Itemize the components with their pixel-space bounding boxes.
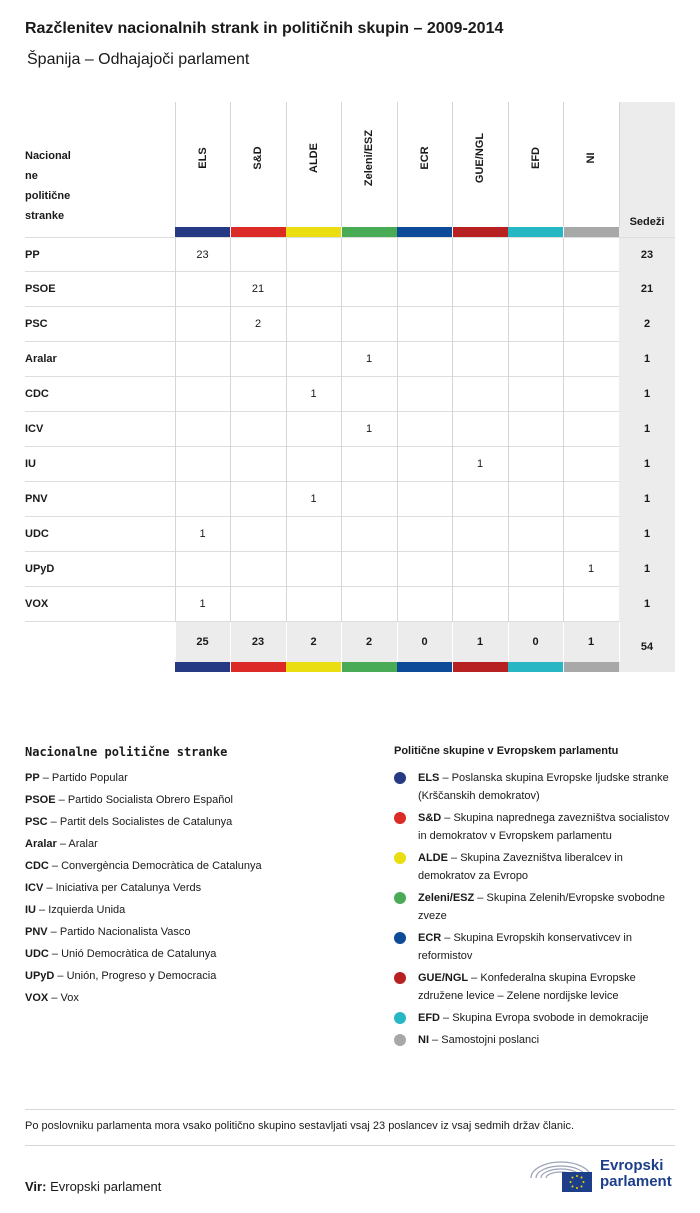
divider: [25, 1145, 675, 1146]
group-color-bar: [397, 227, 452, 237]
group-full-name: Skupina Evropskih konservativcev in reformistov: [418, 932, 632, 962]
table-row: [25, 587, 675, 622]
column-divider: [508, 552, 509, 587]
table-row: [25, 307, 675, 342]
table-row: [25, 377, 675, 412]
column-divider: [341, 587, 342, 622]
party-legend-item: IU – Izquierda Unida: [25, 904, 126, 916]
column-divider: [563, 342, 564, 377]
column-divider: [397, 482, 398, 517]
party-name: VOX: [25, 598, 49, 610]
column-divider: [230, 482, 231, 517]
party-legend-item: PP – Partido Popular: [25, 772, 128, 784]
column-divider: [508, 587, 509, 622]
row-total-seats: 1: [619, 482, 675, 517]
column-divider: [563, 377, 564, 412]
column-divider: [508, 307, 509, 342]
seat-count-cell: 1: [365, 353, 373, 365]
column-divider: [563, 102, 564, 227]
group-color-dot-icon: [394, 852, 406, 864]
table-body: [25, 237, 675, 622]
group-color-dot-icon: [394, 972, 406, 984]
table-row: [25, 552, 675, 587]
column-divider: [230, 622, 231, 662]
party-full-name: Iniciativa per Catalunya Verds: [55, 882, 202, 894]
group-color-dot-icon: [394, 772, 406, 784]
group-color-bar: [564, 662, 619, 672]
party-name: UPyD: [25, 563, 55, 575]
seats-table: [25, 102, 675, 672]
source-label: Vir:: [25, 1179, 47, 1194]
column-divider: [508, 447, 509, 482]
column-divider: [563, 517, 564, 552]
row-total-seats: 1: [619, 517, 675, 552]
party-legend-item: CDC – Convergència Democràtica de Catalunya: [25, 860, 262, 872]
column-divider: [397, 238, 398, 273]
column-divider: [508, 482, 509, 517]
column-divider: [230, 342, 231, 377]
row-header-line: ne: [25, 170, 38, 182]
row-total-seats: 2: [619, 307, 675, 342]
column-divider: [452, 552, 453, 587]
column-divider: [341, 622, 342, 662]
party-name: UDC: [25, 528, 49, 540]
column-divider: [286, 517, 287, 552]
party-full-name: Convergència Democràtica de Catalunya: [61, 860, 262, 872]
group-legend: [394, 745, 679, 1053]
group-color-bar: [453, 227, 508, 237]
column-divider: [175, 102, 176, 227]
group-full-name: Samostojni poslanci: [441, 1034, 540, 1046]
column-divider: [286, 447, 287, 482]
seat-count-cell: 1: [310, 493, 317, 505]
seat-count-cell: 2: [254, 318, 262, 330]
group-color-bar: [342, 662, 397, 672]
column-divider: [563, 447, 564, 482]
column-divider: [452, 238, 453, 273]
group-color-dot-icon: [394, 1034, 406, 1046]
seats-header-label: Sedeži: [629, 216, 665, 228]
party-abbr: IU: [25, 904, 36, 916]
group-color-bar: [231, 662, 286, 672]
column-divider: [563, 482, 564, 517]
party-abbr: ICV: [25, 882, 44, 894]
column-divider: [508, 342, 509, 377]
group-color-bar: [231, 227, 286, 237]
column-divider: [397, 447, 398, 482]
logo-line-2: parlament: [600, 1173, 672, 1190]
column-divider: [230, 412, 231, 447]
seat-count-cell: 21: [251, 283, 265, 295]
column-divider: [286, 102, 287, 227]
column-divider: [230, 447, 231, 482]
group-total: 2: [310, 636, 317, 648]
group-total: 1: [476, 636, 484, 648]
column-divider: [341, 238, 342, 273]
group-name: Zeleni/ESZ: [363, 129, 375, 187]
totals-row: [25, 622, 675, 672]
group-total: 25: [196, 636, 209, 648]
column-divider: [563, 587, 564, 622]
column-divider: [175, 622, 176, 662]
column-divider: [508, 517, 509, 552]
group-name: ALDE: [307, 143, 320, 173]
column-divider: [175, 447, 176, 482]
group-total: 1: [587, 636, 595, 648]
party-full-name: Vox: [60, 992, 79, 1004]
row-total-seats: 1: [619, 342, 675, 377]
column-divider: [286, 552, 287, 587]
party-legend-item: VOX – Vox: [25, 992, 79, 1004]
column-divider: [341, 102, 342, 227]
party-name: CDC: [25, 388, 49, 400]
group-legend-title: Politične skupine v Evropskem parlamentu: [394, 745, 619, 757]
party-name: ICV: [25, 423, 44, 435]
group-abbr: EFD: [418, 1012, 440, 1024]
party-legend-title: Nacionalne politične stranke: [25, 745, 228, 759]
table-row: [25, 447, 675, 482]
table-row: [25, 237, 675, 272]
column-divider: [563, 622, 564, 662]
column-divider: [230, 552, 231, 587]
group-color-bar: [342, 227, 397, 237]
column-divider: [397, 412, 398, 447]
row-header-label: [25, 146, 145, 226]
group-color-bar: [175, 227, 230, 237]
logo-text: [600, 1158, 672, 1190]
column-divider: [175, 482, 176, 517]
column-divider: [452, 447, 453, 482]
column-divider: [286, 482, 287, 517]
party-full-name: Unión, Progreso y Democracia: [66, 970, 217, 982]
group-column-header: [342, 102, 397, 227]
ep-logo: [528, 1154, 678, 1196]
party-full-name: Partido Popular: [51, 772, 128, 784]
column-divider: [508, 272, 509, 307]
seat-count-cell: 1: [199, 598, 206, 610]
group-abbr: ALDE: [418, 852, 448, 864]
table-header: [25, 102, 675, 237]
row-header-line: stranke: [25, 210, 65, 222]
seat-count-cell: 1: [476, 458, 484, 470]
table-row: [25, 482, 675, 517]
total-seats: 54: [619, 622, 675, 672]
group-column-header: [397, 102, 452, 227]
column-divider: [563, 272, 564, 307]
table-row: [25, 272, 675, 307]
group-column-header: [286, 102, 341, 227]
party-name: PSC: [25, 318, 48, 330]
column-divider: [508, 102, 509, 227]
party-abbr: PSC: [25, 816, 48, 828]
seat-count-cell: 1: [310, 388, 317, 400]
group-legend-item: NI – Samostojni poslanci: [394, 1031, 679, 1049]
row-total-seats: 21: [619, 272, 675, 307]
column-divider: [286, 238, 287, 273]
group-abbr: S&D: [418, 812, 442, 824]
group-total: 0: [421, 636, 428, 648]
column-divider: [452, 412, 453, 447]
column-divider: [619, 622, 620, 662]
column-divider: [230, 377, 231, 412]
group-legend-item: ALDE – Skupina Zavezništva liberalcev in demokratov za Evropo: [394, 849, 679, 885]
party-legend: [25, 745, 365, 1009]
seats-header: [619, 102, 675, 237]
page-title: Razčlenitev nacionalnih strank in političnih skupin – 2009-2014: [25, 20, 504, 37]
seat-count-cell: 23: [196, 249, 209, 261]
column-divider: [286, 272, 287, 307]
party-legend-list: [25, 767, 365, 1009]
column-divider: [230, 307, 231, 342]
column-divider: [452, 307, 453, 342]
column-divider: [397, 272, 398, 307]
group-column-header: [508, 102, 563, 227]
group-name: ELS: [196, 147, 209, 169]
seat-count-cell: 1: [199, 528, 206, 540]
column-divider: [397, 307, 398, 342]
group-color-bar: [175, 662, 230, 672]
group-full-name: Skupina Zavezništva liberalcev in demokratov za Evropo: [418, 852, 623, 882]
divider: [25, 1109, 675, 1110]
row-header-line: Nacional: [25, 150, 71, 162]
seat-count-cell: 1: [587, 563, 595, 575]
parliament-hemicycle-icon: [528, 1154, 594, 1196]
group-legend-item: EFD – Skupina Evropa svobode in demokracije: [394, 1009, 679, 1027]
party-abbr: PNV: [25, 926, 48, 938]
column-divider: [230, 517, 231, 552]
column-divider: [341, 552, 342, 587]
group-full-name: Konfederalna skupina Evropske združene levice – Zelene nordijske levice: [418, 972, 636, 1002]
group-name: EFD: [529, 147, 542, 169]
party-legend-item: PSC – Partit dels Socialistes de Catalunya: [25, 816, 233, 828]
group-column-header: [231, 102, 286, 227]
row-total-seats: 1: [619, 412, 675, 447]
column-divider: [175, 272, 176, 307]
row-header-line: politične: [25, 190, 71, 202]
column-divider: [397, 552, 398, 587]
column-divider: [341, 412, 342, 447]
group-total: 2: [365, 636, 373, 648]
column-divider: [397, 377, 398, 412]
source-value: Evropski parlament: [50, 1179, 162, 1194]
group-color-dot-icon: [394, 932, 406, 944]
page-subtitle: Španija – Odhajajoči parlament: [27, 51, 250, 68]
row-total-seats: 1: [619, 377, 675, 412]
group-abbr: Zeleni/ESZ: [418, 892, 475, 904]
group-legend-item: ECR – Skupina Evropskih konservativcev in reformistov: [394, 929, 679, 965]
group-legend-item: GUE/NGL – Konfederalna skupina Evropske združene levice – Zelene nordijske levice: [394, 969, 679, 1005]
party-name: Aralar: [25, 353, 57, 365]
column-divider: [341, 272, 342, 307]
group-full-name: Poslanska skupina Evropske ljudske stranke (Krščanskih demokratov): [418, 772, 669, 802]
column-divider: [452, 102, 453, 227]
party-abbr: PSOE: [25, 794, 56, 806]
column-divider: [508, 412, 509, 447]
column-divider: [508, 238, 509, 273]
party-legend-item: ICV – Iniciativa per Catalunya Verds: [25, 882, 202, 894]
group-legend-item: S&D – Skupina naprednega zavezništva socialistov in demokratov v Evropskem parlamentu: [394, 809, 679, 845]
group-abbr: ELS: [418, 772, 440, 784]
column-divider: [397, 102, 398, 227]
party-full-name: Aralar: [68, 838, 98, 850]
column-divider: [397, 587, 398, 622]
group-total: 23: [251, 636, 265, 648]
group-abbr: ECR: [418, 932, 442, 944]
group-color-dot-icon: [394, 892, 406, 904]
group-name: GUE/NGL: [474, 132, 486, 184]
party-legend-item: Aralar – Aralar: [25, 838, 98, 850]
group-name: ECR: [418, 146, 431, 170]
logo-line-1: Evropski: [600, 1157, 664, 1174]
column-divider: [286, 412, 287, 447]
column-divider: [286, 587, 287, 622]
party-legend-item: UDC – Unió Democràtica de Catalunya: [25, 948, 217, 960]
row-total-seats: 1: [619, 587, 675, 622]
column-divider: [452, 272, 453, 307]
column-divider: [175, 517, 176, 552]
party-full-name: Unió Democràtica de Catalunya: [61, 948, 217, 960]
group-color-bar: [286, 227, 341, 237]
column-divider: [175, 307, 176, 342]
column-divider: [341, 377, 342, 412]
group-color-bar: [508, 662, 563, 672]
column-divider: [175, 587, 176, 622]
group-total: 0: [532, 636, 539, 648]
group-color-bar: [564, 227, 619, 237]
group-legend-item: ELS – Poslanska skupina Evropske ljudske stranke (Krščanskih demokratov): [394, 769, 679, 805]
party-name: PSOE: [25, 283, 56, 295]
column-divider: [230, 272, 231, 307]
group-color-bar: [286, 662, 341, 672]
party-abbr: CDC: [25, 860, 49, 872]
party-abbr: Aralar: [25, 838, 57, 850]
party-full-name: Partit dels Socialistes de Catalunya: [59, 816, 233, 828]
group-name: S&D: [252, 146, 264, 170]
column-divider: [175, 377, 176, 412]
group-column-header: [564, 102, 619, 227]
column-divider: [452, 587, 453, 622]
table-row: [25, 342, 675, 377]
party-abbr: UPyD: [25, 970, 55, 982]
group-color-bar: [508, 227, 563, 237]
party-full-name: Partido Nacionalista Vasco: [59, 926, 191, 938]
party-abbr: PP: [25, 772, 40, 784]
column-divider: [286, 377, 287, 412]
group-full-name: Skupina Zelenih/Evropske svobodne zveze: [418, 892, 666, 922]
column-divider: [286, 307, 287, 342]
column-divider: [341, 342, 342, 377]
column-divider: [563, 412, 564, 447]
party-full-name: Partido Socialista Obrero Español: [67, 794, 233, 806]
table-row: [25, 517, 675, 552]
row-total-seats: 1: [619, 447, 675, 482]
column-divider: [508, 377, 509, 412]
party-name: IU: [25, 458, 36, 470]
source: [25, 1179, 161, 1194]
party-full-name: Izquierda Unida: [48, 904, 126, 916]
group-legend-item: Zeleni/ESZ – Skupina Zelenih/Evropske svobodne zveze: [394, 889, 679, 925]
column-divider: [341, 517, 342, 552]
group-full-name: Skupina Evropa svobode in demokracije: [452, 1012, 649, 1024]
column-divider: [452, 517, 453, 552]
group-legend-list: [394, 769, 679, 1049]
group-full-name: Skupina naprednega zavezništva socialistov in demokratov v Evropskem parlamentu: [418, 812, 670, 842]
column-divider: [175, 412, 176, 447]
party-name: PNV: [25, 493, 48, 505]
column-divider: [286, 342, 287, 377]
seat-count-cell: 1: [365, 423, 373, 435]
table-row: [25, 412, 675, 447]
column-divider: [397, 342, 398, 377]
column-divider: [452, 377, 453, 412]
row-total-seats: 1: [619, 552, 675, 587]
column-divider: [230, 238, 231, 273]
column-divider: [397, 622, 398, 662]
column-divider: [175, 342, 176, 377]
party-name: PP: [25, 249, 40, 261]
party-legend-item: UPyD – Unión, Progreso y Democracia: [25, 970, 217, 982]
column-divider: [563, 238, 564, 273]
row-total-seats: 23: [619, 238, 675, 273]
column-divider: [452, 482, 453, 517]
group-column-header: [453, 102, 508, 227]
group-abbr: NI: [418, 1034, 429, 1046]
column-divider: [619, 102, 620, 227]
group-color-bar: [397, 662, 452, 672]
column-divider: [341, 482, 342, 517]
column-divider: [508, 622, 509, 662]
column-divider: [452, 622, 453, 662]
column-divider: [563, 552, 564, 587]
column-divider: [175, 552, 176, 587]
group-name: NI: [585, 152, 597, 164]
column-divider: [563, 307, 564, 342]
column-divider: [341, 307, 342, 342]
party-abbr: UDC: [25, 948, 49, 960]
column-divider: [230, 587, 231, 622]
party-legend-item: PNV – Partido Nacionalista Vasco: [25, 926, 191, 938]
column-divider: [397, 517, 398, 552]
party-legend-item: PSOE – Partido Socialista Obrero Español: [25, 794, 233, 806]
column-divider: [341, 447, 342, 482]
column-divider: [452, 342, 453, 377]
group-column-header: [175, 102, 230, 227]
footnote: Po poslovniku parlamenta mora vsako politično skupino sestavljati vsaj 23 poslancev iz vsaj sedmih držav članic.: [25, 1120, 575, 1132]
group-color-bar: [453, 662, 508, 672]
party-abbr: VOX: [25, 992, 49, 1004]
column-divider: [286, 622, 287, 662]
group-color-dot-icon: [394, 812, 406, 824]
column-divider: [175, 238, 176, 273]
column-divider: [230, 102, 231, 227]
group-color-dot-icon: [394, 1012, 406, 1024]
group-abbr: GUE/NGL: [418, 972, 469, 984]
